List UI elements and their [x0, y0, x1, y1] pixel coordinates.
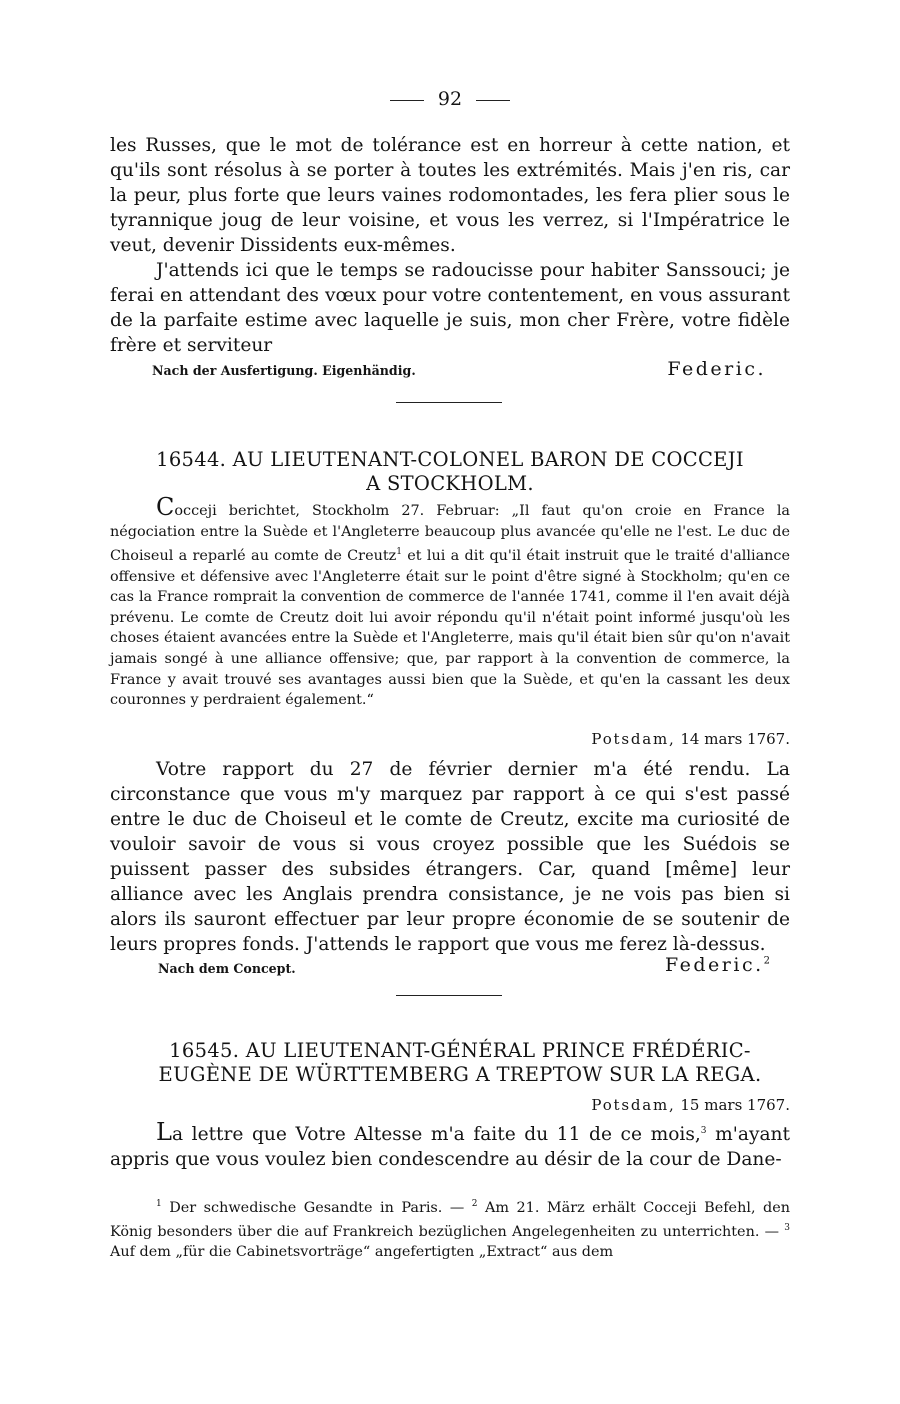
heading-line-1 [130, 448, 770, 472]
source-note: Nach der Ausfertigung. Eigenhändig. [152, 363, 416, 378]
footnote-ref: 3 [700, 1126, 707, 1136]
letter-footer [110, 954, 790, 978]
dropcap: C [156, 493, 175, 521]
header-dash-right [476, 100, 510, 101]
page-number: 92 [437, 88, 463, 110]
body-text: a lettre que Votre Altesse m'a faite du 11 de ce mois, [171, 1124, 701, 1146]
dropcap: L [156, 1118, 172, 1147]
footnote-mark: 1 [156, 1199, 162, 1209]
date-place: Potsdam, [591, 1096, 676, 1114]
footnote-1: Der schwedische Gesandte in Paris. — [161, 1199, 472, 1216]
letter-number: 16544. [156, 448, 227, 471]
signature-text: Federic. [664, 954, 764, 976]
letter-end-footer [110, 358, 790, 382]
date-place: Potsdam, [591, 730, 676, 748]
header-dash-left [390, 100, 424, 101]
heading-line-1 [120, 1039, 800, 1063]
footnotes [110, 1194, 790, 1262]
footnote-ref: 2 [763, 955, 770, 967]
heading-title: AU LIEUTENANT-GÉNÉRAL PRINCE FRÉDÉRIC- [245, 1039, 751, 1062]
letter-heading [120, 1039, 800, 1087]
footnote-ref: 1 [396, 547, 402, 558]
date-text: 15 mars 1767. [680, 1096, 790, 1114]
footnote-mark: 3 [784, 1222, 790, 1233]
heading-line-2: EUGÈNE DE WÜRTTEMBERG A TREPTOW SUR LA REGA. [158, 1063, 762, 1086]
footnote-3: Auf dem „für die Cabinetsvorträge“ angefertigten „Extract“ aus dem [110, 1243, 614, 1260]
section-divider [396, 402, 502, 403]
summary-text: occeji berichtet, Stockholm 27. Februar: „Il faut qu'on croie en France la négociation entre la Suède et l'Angleterre beaucoup plus avancée qu'elle ne l'est. Le duc de Choiseul a reparlé au comte de Creutz [110, 503, 790, 564]
letter-date [110, 730, 812, 748]
heading-line-2: A STOCKHOLM. [366, 472, 534, 495]
letter-number: 16545. [169, 1039, 240, 1062]
date-text: 14 mars 1767. [680, 730, 790, 748]
footnote-mark: 2 [471, 1199, 478, 1209]
signature [665, 954, 770, 976]
summary-text-cont: et lui a dit qu'il était instruit que le traité d'alliance offensive et défensive avec l'Angleterre était sur le point d'être signé à Stockholm; qu'en ce cas la France romprait la convention de commerce de l'année 1741, comme il l'en avait déjà prévenu. Le comte de Creutz doit lui avoir répondu qu'il n'était point informé jusqu'où les choses étaient avancées entre la Suède et l'Angleterre, mais qu'il était bien sûr qu'on n'avait jamais songé à une alliance offensive; que, par rapport à la convention de commerce, la France y avait trouvé ses avantages aussi bien que la Suède, et qu'en la cassant les deux couronnes y perdraient également.“ [110, 547, 791, 709]
letter-end-paragraph-1: les Russes, que le mot de tolérance est en horreur à cette nation, et qu'ils sont résolus à se porter à toutes les extrémités. Mais j'en ris, car la peur, plus forte que leurs vaines rodomontades, les fera plier sous le tyrannique joug de leur voisine, et vous les verrez, si l'Impératrice le veut, devenir Dissidents eux-mêmes. [110, 135, 790, 256]
source-note: Nach dem Concept. [158, 961, 296, 976]
page-header [0, 88, 900, 110]
footnote-2: Am 21. März erhält Cocceji Befehl, den König besonders über die auf Frankreich bezüglichen Angelegenheiten zu unterrichten. — [110, 1199, 790, 1240]
letter-body [110, 1119, 790, 1172]
body-text-cont: m'ayant appris que vous voulez bien condescendre au désir de la cour de Dane- [110, 1124, 790, 1171]
heading-title: AU LIEUTENANT-COLONEL BARON DE COCCEJI [232, 448, 744, 471]
letter-summary [110, 493, 791, 711]
letter-body: Votre rapport du 27 de février dernier m'a été rendu. La circonstance que vous m'y marquez par rapport à ce qui s'est passé entre le duc de Choiseul et le comte de Creutz, excite ma curiosité de vouloir savoir de vous si vous croyez possible que les Suédois se puissent passer des subsides étrangers. Car, quand [même] leur alliance avec les Anglais prendra consistance, je ne vois pas bien si alors ils sauront effectuer par leur propre économie de se soutenir de leurs propres fonds. J'attends le rapport que vous me ferez là-dessus. [110, 759, 790, 955]
letter-date [110, 1096, 812, 1114]
section-divider [396, 995, 502, 996]
letter-heading [130, 448, 770, 496]
signature: Federic. [667, 358, 766, 380]
letter-end-paragraph-2: J'attends ici que le temps se radoucisse pour habiter Sanssouci; je ferai en attendant des vœux pour votre contentement, en vous assurant de la parfaite estime avec laquelle je suis, mon cher Frère, votre fidèle frère et serviteur [110, 260, 790, 356]
